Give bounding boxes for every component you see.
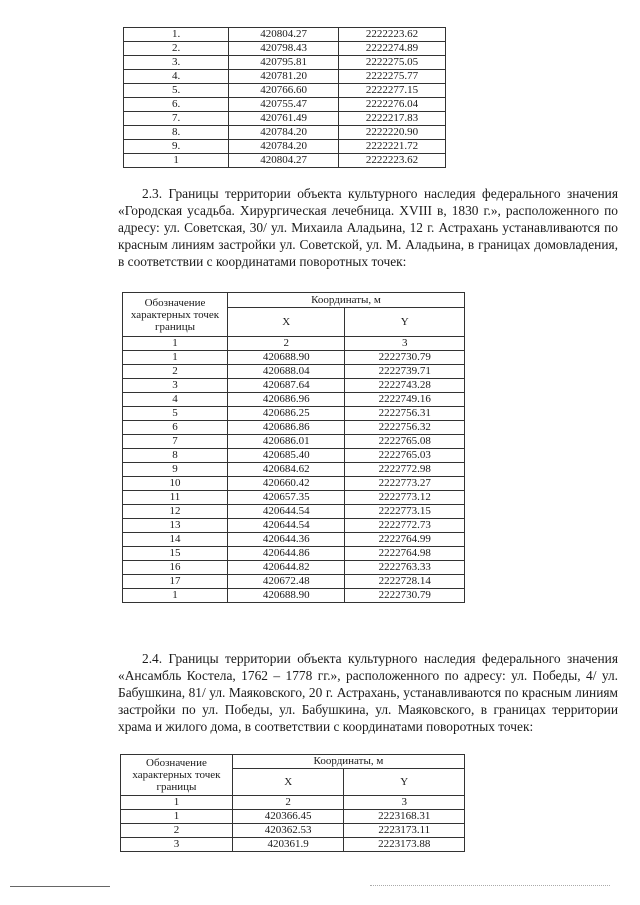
x-cell: 420684.62 [228,463,345,477]
x-cell: 420755.47 [229,98,339,112]
table-row [123,463,465,477]
y-cell: 2222217.83 [339,112,446,126]
table-3-header-y: Y [344,769,465,796]
table-3-colnum-1: 1 [121,796,233,810]
section-2-3-text: 2.3. Границы территории объекта культурного наследия федерального значения «Городская усадьба. Хирургическая лечебница. XVIII в, 1830 г.», расположенного по адресу: ул. Советская, 30/ ул. Михаила Аладьина, 12 г. Астрахань устанавливаются по красным линиям застройки ул. Советской, ул. М. Аладьина, в границах домовладения, в соответствии с координатами поворотных точек: [118,186,618,269]
point-cell: 15 [123,547,228,561]
point-cell: 3 [123,379,228,393]
y-cell: 2222773.12 [345,491,465,505]
y-cell: 2222223.62 [339,154,446,168]
x-cell: 420685.40 [228,449,345,463]
y-cell: 2222728.14 [345,575,465,589]
point-cell: 9. [124,140,229,154]
y-cell: 2222765.08 [345,435,465,449]
table-2-header-y: Y [345,308,465,337]
section-2-4-paragraph [118,650,618,735]
table-row [121,810,465,824]
table-row [123,365,465,379]
table-row [124,140,446,154]
y-cell: 2222223.62 [339,28,446,42]
point-cell: 4. [124,70,229,84]
y-cell: 2222764.98 [345,547,465,561]
table-row [123,435,465,449]
point-cell: 5 [123,407,228,421]
table-row [123,533,465,547]
table-2-header-coords: Координаты, м [228,293,465,308]
y-cell: 2222765.03 [345,449,465,463]
y-cell: 2223173.88 [344,838,465,852]
table-row [124,84,446,98]
coordinates-table-3 [120,754,465,852]
table-row [123,449,465,463]
point-cell: 2. [124,42,229,56]
y-cell: 2222756.31 [345,407,465,421]
x-cell: 420688.90 [228,589,345,603]
x-cell: 420686.86 [228,421,345,435]
y-cell: 2222730.79 [345,589,465,603]
table-row [121,824,465,838]
table-row [123,379,465,393]
table-row [123,491,465,505]
point-cell: 1. [124,28,229,42]
table-row [123,589,465,603]
point-cell: 12 [123,505,228,519]
point-cell: 2 [121,824,233,838]
point-cell: 10 [123,477,228,491]
y-cell: 2222274.89 [339,42,446,56]
table-row [124,98,446,112]
point-cell: 14 [123,533,228,547]
table-row [124,42,446,56]
table-row [121,838,465,852]
x-cell: 420672.48 [228,575,345,589]
x-cell: 420795.81 [229,56,339,70]
table-3-header-x: X [232,769,344,796]
table-row [123,407,465,421]
y-cell: 2222764.99 [345,533,465,547]
x-cell: 420688.90 [228,351,345,365]
point-cell: 3 [121,838,233,852]
point-cell: 1 [123,351,228,365]
point-cell: 1 [124,154,229,168]
point-cell: 1 [121,810,233,824]
x-cell: 420784.20 [229,126,339,140]
y-cell: 2222743.28 [345,379,465,393]
x-cell: 420644.86 [228,547,345,561]
table-row [123,547,465,561]
coordinates-table-2 [122,292,465,603]
section-2-3-paragraph [118,185,618,270]
table-2-header-x: X [228,308,345,337]
point-cell: 8. [124,126,229,140]
x-cell: 420781.20 [229,70,339,84]
y-cell: 2222275.77 [339,70,446,84]
x-cell: 420687.64 [228,379,345,393]
x-cell: 420644.54 [228,505,345,519]
y-cell: 2223173.11 [344,824,465,838]
y-cell: 2222763.33 [345,561,465,575]
table-3-colnum-3: 3 [344,796,465,810]
table-row [124,126,446,140]
point-cell: 5. [124,84,229,98]
x-cell: 420761.49 [229,112,339,126]
point-cell: 1 [123,589,228,603]
point-cell: 6 [123,421,228,435]
y-cell: 2222749.16 [345,393,465,407]
table-row [123,561,465,575]
y-cell: 2223168.31 [344,810,465,824]
y-cell: 2222773.15 [345,505,465,519]
table-row [123,505,465,519]
point-cell: 4 [123,393,228,407]
y-cell: 2222772.73 [345,519,465,533]
table-row [124,28,446,42]
table-2-header-row [123,293,465,308]
table-3-colnum-2: 2 [232,796,344,810]
x-cell: 420366.45 [232,810,344,824]
point-cell: 2 [123,365,228,379]
scan-artifact-line [370,885,610,886]
table-2-colnum-2: 2 [228,337,345,351]
y-cell: 2222773.27 [345,477,465,491]
x-cell: 420644.82 [228,561,345,575]
point-cell: 17 [123,575,228,589]
y-cell: 2222221.72 [339,140,446,154]
table-row [124,56,446,70]
table-3-body [121,755,465,852]
table-row [123,477,465,491]
x-cell: 420688.04 [228,365,345,379]
x-cell: 420766.60 [229,84,339,98]
x-cell: 420362.53 [232,824,344,838]
x-cell: 420804.27 [229,28,339,42]
x-cell: 420804.27 [229,154,339,168]
y-cell: 2222772.98 [345,463,465,477]
table-row [124,70,446,84]
table-3-colnum-row [121,796,465,810]
x-cell: 420361.9 [232,838,344,852]
x-cell: 420784.20 [229,140,339,154]
table-2-colnum-1: 1 [123,337,228,351]
x-cell: 420644.54 [228,519,345,533]
coordinates-table-1 [123,27,446,168]
y-cell: 2222276.04 [339,98,446,112]
table-2-colnum-3: 3 [345,337,465,351]
x-cell: 420644.36 [228,533,345,547]
point-cell: 7 [123,435,228,449]
table-row [124,154,446,168]
table-3-header-point: Обозначение характерных точек границы [121,755,233,796]
table-row [123,421,465,435]
point-cell: 11 [123,491,228,505]
table-1-body [124,28,446,168]
table-row [123,393,465,407]
x-cell: 420798.43 [229,42,339,56]
x-cell: 420686.01 [228,435,345,449]
x-cell: 420660.42 [228,477,345,491]
point-cell: 7. [124,112,229,126]
y-cell: 2222756.32 [345,421,465,435]
table-2-colnum-row [123,337,465,351]
y-cell: 2222739.71 [345,365,465,379]
table-3-header-coords: Координаты, м [232,755,464,769]
table-3-header-row [121,755,465,769]
x-cell: 420657.35 [228,491,345,505]
section-2-4-text: 2.4. Границы территории объекта культурного наследия федерального значения «Ансамбль Костела, 1762 – 1778 гг.», расположенного по адресу: ул. Победы, 4/ ул. Бабушкина, 81/ ул. Маяковского, 20 г. Астрахань, устанавливаются по красным линиям застройки по ул. Победы, ул. Бабушкина, ул. Маяковского, в границах территории храма и жилого дома, в соответствии с координатами поворотных точек: [118,651,618,734]
y-cell: 2222277.15 [339,84,446,98]
point-cell: 3. [124,56,229,70]
point-cell: 13 [123,519,228,533]
table-2-header-point: Обозначение характерных точек границы [123,293,228,337]
table-row [123,351,465,365]
point-cell: 8 [123,449,228,463]
point-cell: 9 [123,463,228,477]
table-row [123,519,465,533]
x-cell: 420686.96 [228,393,345,407]
table-row [124,112,446,126]
table-row [123,575,465,589]
y-cell: 2222730.79 [345,351,465,365]
y-cell: 2222275.05 [339,56,446,70]
table-2-body [123,293,465,603]
point-cell: 16 [123,561,228,575]
y-cell: 2222220.90 [339,126,446,140]
x-cell: 420686.25 [228,407,345,421]
point-cell: 6. [124,98,229,112]
footnote-separator [10,886,110,887]
